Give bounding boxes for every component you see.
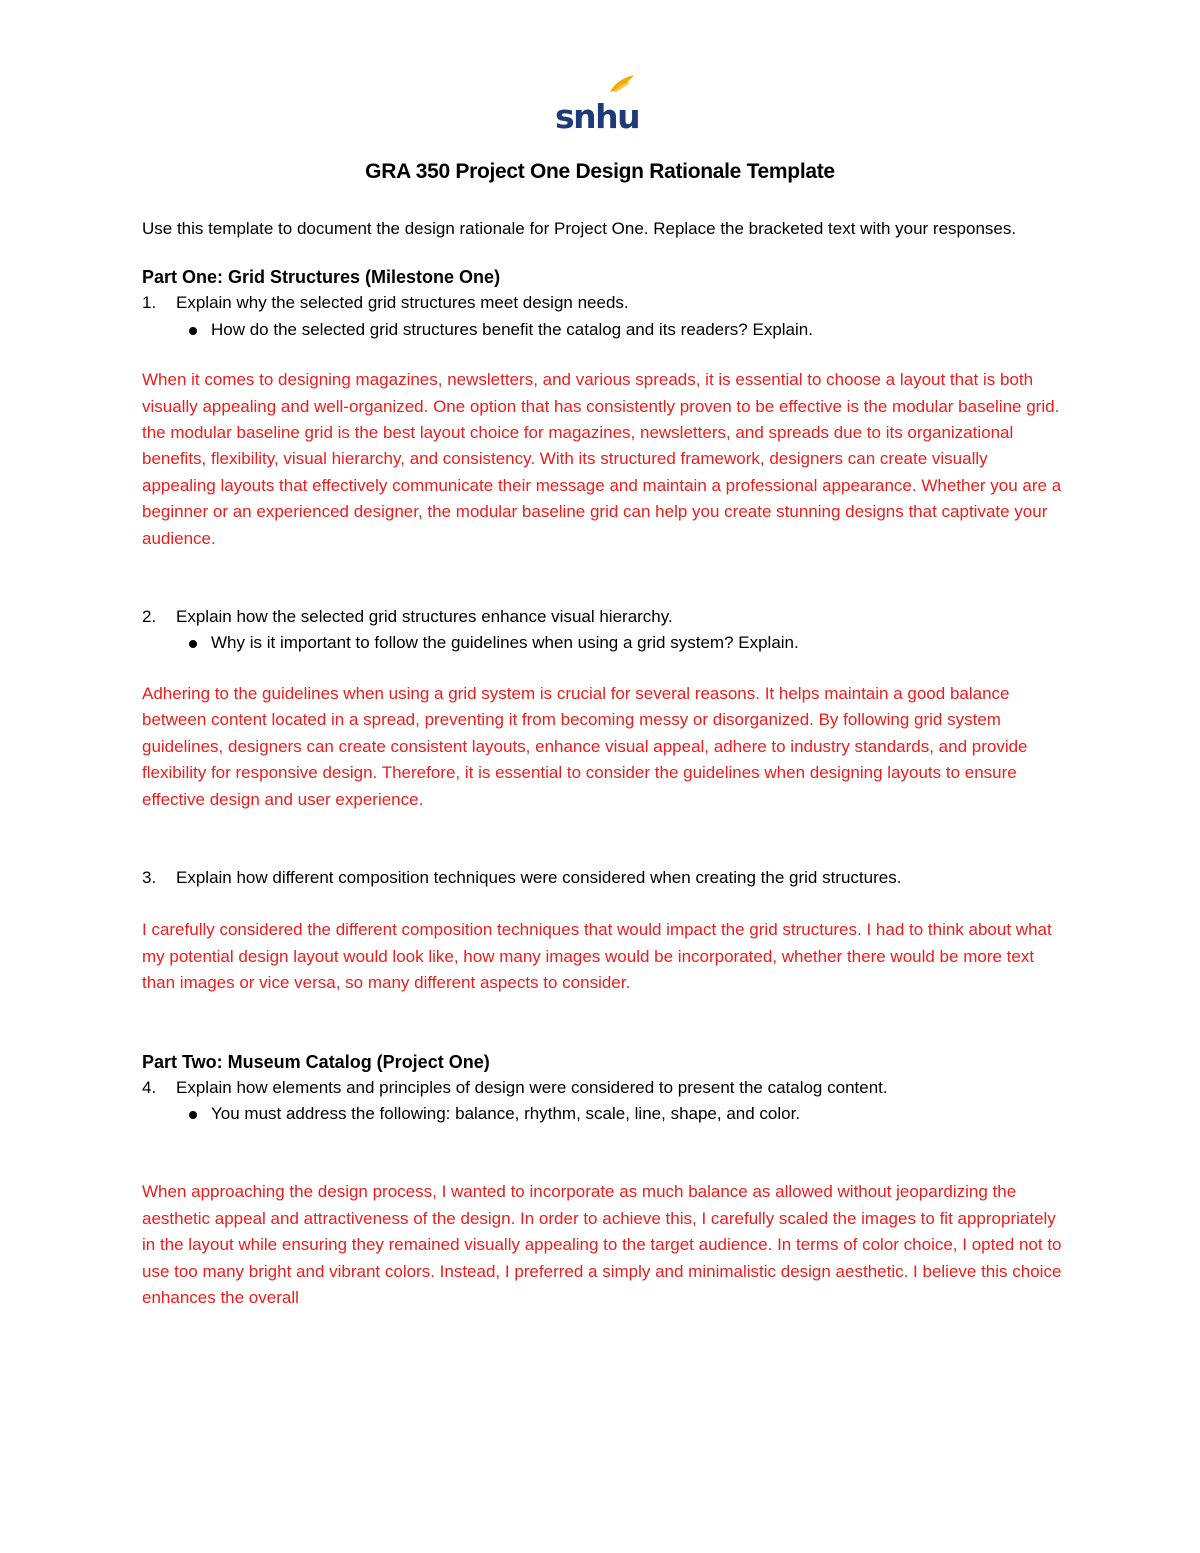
question-number: 3. xyxy=(142,867,157,887)
question-2-bullet xyxy=(142,630,1062,656)
logo-text: snhu xyxy=(555,97,640,134)
bullet-icon xyxy=(186,630,211,656)
answer-3: I carefully considered the different composition techniques that would impact the grid structures. I had to think about what my potential design layout would look like, how many images would be incorporated, whether there would be more text than images or vice versa, so many different aspects to consider. xyxy=(142,920,1052,993)
question-text: Explain how the selected grid structures enhance visual hierarchy. xyxy=(176,607,673,627)
part-one-heading: Part One: Grid Structures (Milestone One) xyxy=(142,267,501,288)
question-1 xyxy=(142,290,1062,316)
bullet-text: How do the selected grid structures benefit the catalog and its readers? Explain. xyxy=(211,319,813,339)
answer-2: Adhering to the guidelines when using a grid system is crucial for several reasons. It helps maintain a good balance between content located in a spread, preventing it from becoming messy or disorganized. By following grid system guidelines, designers can create consistent layouts, enhance visual appeal, adhere to industry standards, and provide flexibility for responsive design. Therefore, it is essential to consider the guidelines when designing layouts to ensure effective design and user experience. xyxy=(142,683,1028,809)
question-number: 4. xyxy=(142,1077,157,1097)
bullet-text: You must address the following: balance, rhythm, scale, line, shape, and color. xyxy=(211,1103,801,1123)
question-text: Explain why the selected grid structures meet design needs. xyxy=(176,293,629,313)
answer-1: When it comes to designing magazines, newsletters, and various spreads, it is essential to choose a layout that is both visually appealing and well-organized. One option that has consistently proven to be effective is the modular baseline grid. the modular baseline grid is the best layout choice for magazines, newsletters, and spreads due to its organizational benefits, flexibility, visual hierarchy, and consistency. With its structured framework, designers can create visually appealing layouts that effectively communicate their message and maintain a professional appearance. Whether you are a beginner or an experienced designer, the modular baseline grid can help you create stunning designs that captivate your audience. xyxy=(142,370,1062,548)
snhu-logo xyxy=(552,70,642,134)
document-body xyxy=(142,216,1062,1311)
question-text: Explain how elements and principles of design were considered to present the catalog content. xyxy=(176,1077,888,1097)
question-4 xyxy=(142,1075,1062,1101)
question-text: Explain how different composition techniques were considered when creating the grid structures. xyxy=(176,867,902,887)
bullet-icon xyxy=(186,1101,211,1127)
question-number: 2. xyxy=(142,607,157,627)
snhu-logo-graphic xyxy=(552,70,642,134)
answer-4: When approaching the design process, I wanted to incorporate as much balance as allowed without jeopardizing the aesthetic appeal and attractiveness of the design. In order to achieve this, I carefully scaled the images to fit appropriately in the layout while ensuring they remained visually appealing to the target audience. In terms of color choice, I opted not to use too many bright and vibrant colors. Instead, I preferred a simply and minimalistic design aesthetic. I believe this choice enhances the overall xyxy=(142,1182,1062,1307)
bullet-icon xyxy=(186,317,211,343)
bullet-text: Why is it important to follow the guidelines when using a grid system? Explain. xyxy=(211,633,799,653)
question-2 xyxy=(142,604,1062,630)
question-number: 1. xyxy=(142,293,157,313)
question-4-bullet xyxy=(142,1101,1062,1127)
question-3 xyxy=(142,865,1062,891)
question-1-bullet xyxy=(142,317,1062,343)
part-two-heading: Part Two: Museum Catalog (Project One) xyxy=(142,1051,490,1072)
intro-paragraph: Use this template to document the design rationale for Project One. Replace the bracketed text with your responses. xyxy=(142,219,1017,238)
page-title: GRA 350 Project One Design Rationale Template xyxy=(365,160,835,183)
flame-icon xyxy=(610,75,634,92)
